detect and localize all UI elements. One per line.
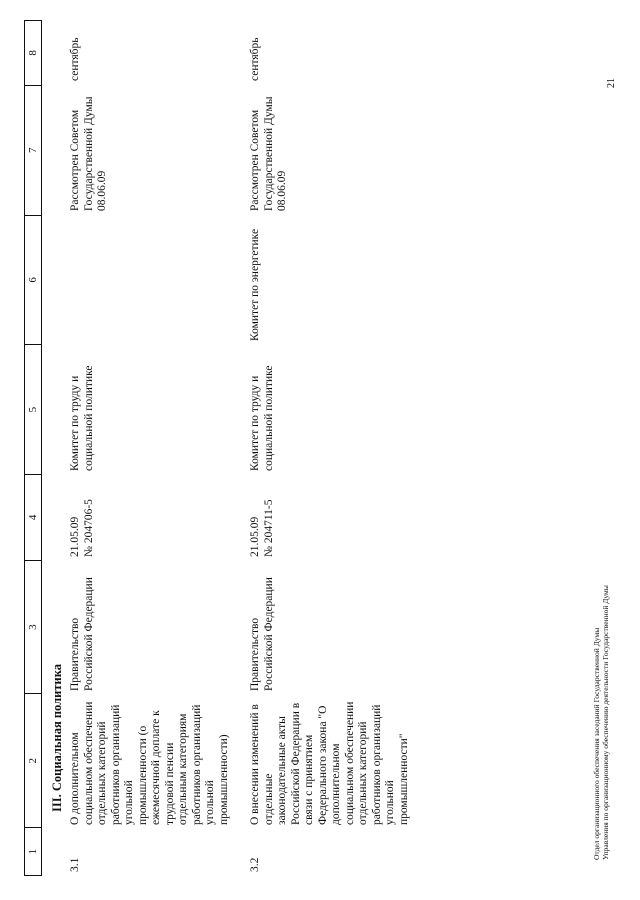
row-number: 3.2: [249, 857, 261, 872]
table-row: [249, 20, 449, 876]
column-number: 8: [27, 50, 39, 56]
footer-line: Отдел организационного обеспечения заседаний Государственной Думы: [592, 627, 601, 860]
column-number: 6: [25, 215, 41, 345]
bill-date: 21.05.09: [69, 516, 81, 557]
responsible-committee: Комитет по труду и социальной политике: [249, 365, 275, 471]
section-title: III. Социальная политика: [50, 664, 64, 812]
bill-date: 21.05.09: [249, 516, 261, 557]
bill-number: № 204711-5: [262, 499, 275, 557]
responsible-committee: Комитет по труду и социальной политике: [69, 365, 95, 471]
column-number: 5: [25, 344, 41, 474]
bill-date-number: [69, 474, 249, 560]
bill-number: № 204706-5: [82, 499, 95, 557]
co-committee: [69, 214, 249, 344]
bill-author: Правительство Российской Федерации: [69, 577, 95, 691]
column-number: 1: [25, 827, 41, 875]
footer-line: Управления по организационному обеспечению деятельности Государственной Думы: [601, 585, 610, 860]
planned-month: сентябрь: [69, 37, 81, 81]
bill-status: Рассмотрен Советом Государственной Думы 08.06.09: [69, 96, 108, 211]
bill-table: [24, 20, 449, 876]
bill-title: О внесении изменений в отдельные законодательные акты Российской Федерации в связи с принятием Федерального закона "О дополнительном социальном обеспечении отдельных категорий работников организаций угольной промышленности": [249, 701, 410, 825]
column-number: 3: [25, 560, 41, 694]
page-footer: [592, 585, 610, 860]
bill-status: Рассмотрен Советом Государственной Думы 08.06.09: [249, 96, 288, 211]
table-row: [69, 20, 249, 876]
page-number: 21: [606, 78, 617, 88]
row-number: 3.1: [69, 857, 81, 872]
column-number: 4: [25, 474, 41, 560]
bill-date-number: [249, 474, 449, 560]
bill-author: Правительство Российской Федерации: [249, 577, 275, 691]
bill-title: О дополнительном социальном обеспечении отдельных категорий работников организаций угольной промышленности (о ежемесячной доплате к трудовой пенсии отдельным категориям работников организаций угольной промышленности): [69, 701, 230, 825]
planned-month: сентябрь: [249, 37, 261, 81]
column-number: 2: [25, 693, 41, 827]
co-committee: Комитет по энергетике: [249, 228, 261, 341]
column-number: 7: [25, 85, 41, 215]
column-number-header: [24, 20, 42, 876]
